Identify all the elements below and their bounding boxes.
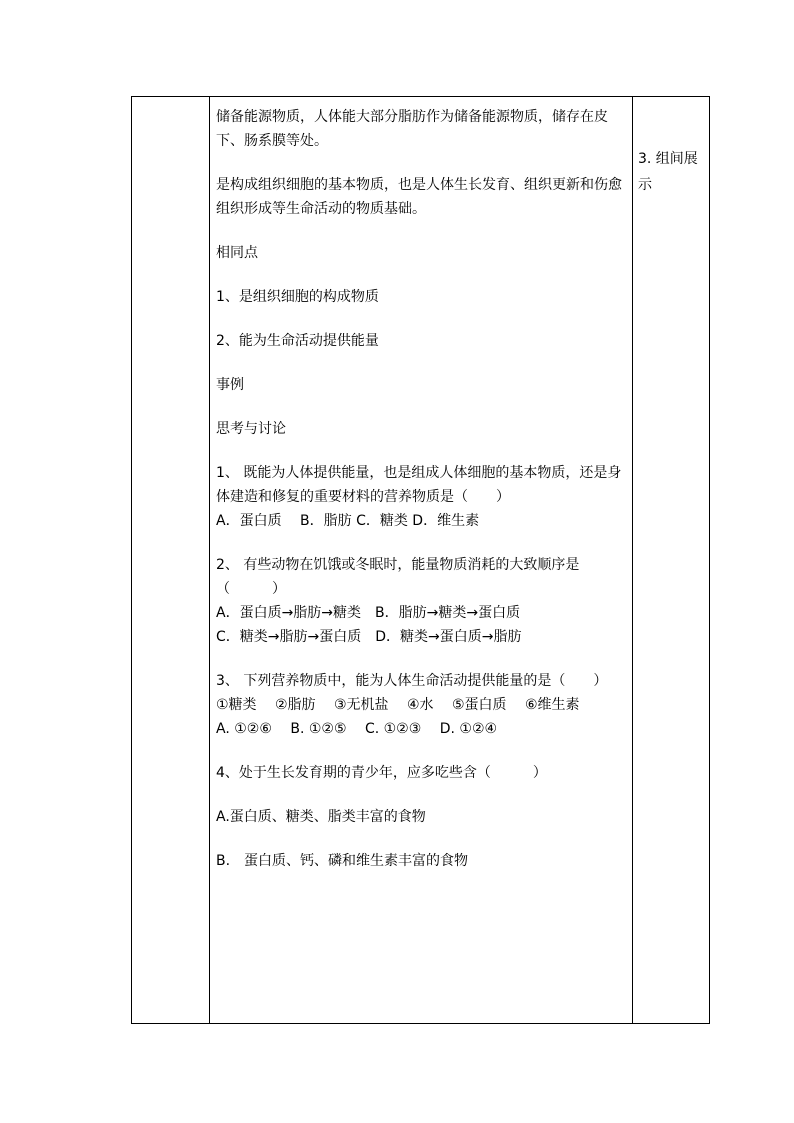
paragraph-protein-role: 是构成组织细胞的基本物质，也是人体生长发育、组织更新和伤愈组织形成等生命活动的物质基础。	[216, 177, 622, 217]
question-2-options-cd: C．糖类→脂肪→蛋白质 D．糖类→蛋白质→脂肪	[216, 629, 522, 645]
question-3: 3、 下列营养物质中，能为人体生命活动提供能量的是（ ）	[216, 673, 608, 689]
question-2-options-ab: A．蛋白质→脂肪→糖类 B．脂肪→糖类→蛋白质	[216, 605, 521, 621]
lesson-table	[131, 96, 710, 1024]
table-column-divider-right	[632, 97, 633, 1023]
main-content-cell	[216, 105, 628, 873]
question-1-options: A．蛋白质 B．脂肪 C．糖类 D．维生素	[216, 513, 480, 529]
heading-discussion: 思考与讨论	[216, 421, 286, 437]
paragraph-fat-storage: 储备能源物质，人体能大部分脂肪作为储备能源物质，储存在皮下、肠系膜等处。	[216, 109, 608, 149]
question-3-options: A. ①②⑥ B. ①②⑤ C. ①②③ D. ①②④	[216, 721, 498, 737]
question-4: 4、处于生长发育期的青少年，应多吃些含（ ）	[216, 765, 547, 781]
question-2: 2、 有些动物在饥饿或冬眠时，能量物质消耗的大致顺序是（ ）	[216, 557, 580, 597]
question-1: 1、 既能为人体提供能量，也是组成人体细胞的基本物质，还是身体建造和修复的重要材料的营养物质是（ ）	[216, 465, 622, 505]
question-3-items: ①糖类 ②脂肪 ③无机盐 ④水 ⑤蛋白质 ⑥维生素	[216, 697, 580, 713]
question-4-option-a: A.蛋白质、糖类、脂类丰富的食物	[216, 809, 426, 825]
question-4-option-b: B. 蛋白质、钙、磷和维生素丰富的食物	[216, 853, 469, 869]
activity-step-note: 3. 组间展示	[638, 151, 698, 193]
table-column-divider-left	[209, 97, 210, 1023]
similarity-item-2: 2、能为生命活动提供能量	[216, 333, 379, 349]
similarity-item-1: 1、是组织细胞的构成物质	[216, 289, 379, 305]
heading-examples: 事例	[216, 377, 244, 393]
heading-similarities: 相同点	[216, 245, 258, 261]
